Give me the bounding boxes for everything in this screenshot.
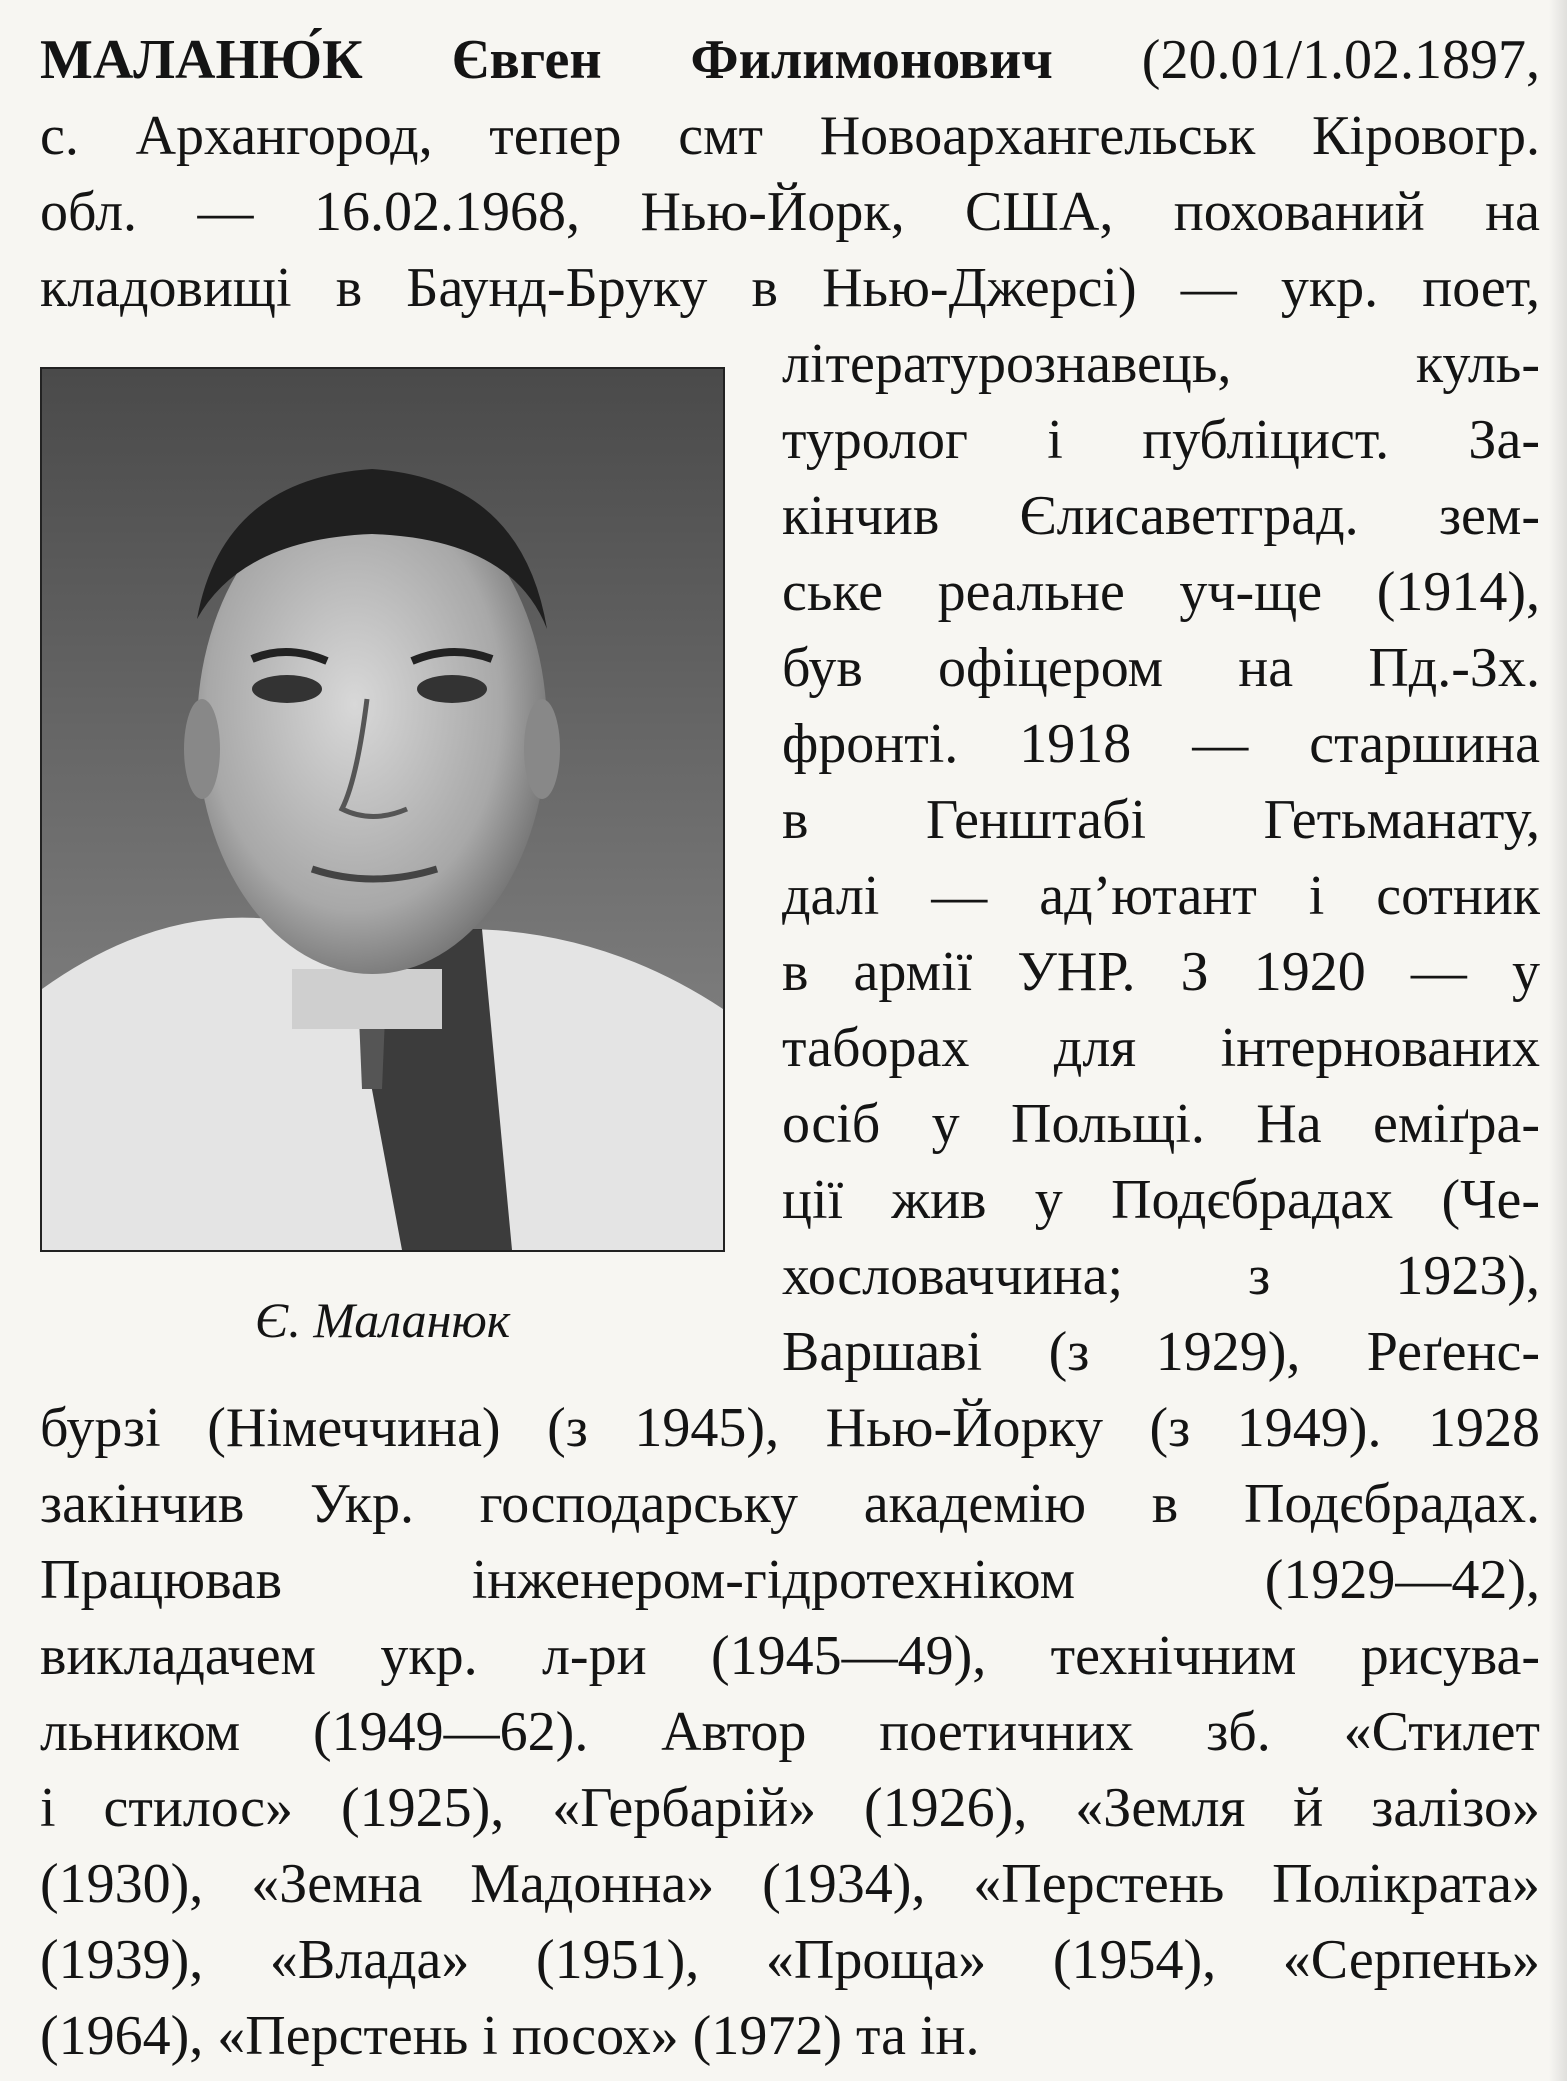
article-line: бурзі (Німеччина) (з 1945), Нью-Йорку (з 1949). 1928 — [40, 1397, 1540, 1459]
article-line: Працював інженером-гідротехніком (1929—42), — [40, 1549, 1540, 1611]
portrait-image — [42, 369, 723, 1250]
article-line: в армії УНР. З 1920 — у — [782, 941, 1540, 1003]
article-line: (1939), «Влада» (1951), «Проща» (1954), «Серпень» — [40, 1929, 1540, 1991]
article-line: (1930), «Земна Мадонна» (1934), «Перстень Полікрата» — [40, 1853, 1540, 1915]
article-line: літературознавець, куль- — [782, 333, 1540, 395]
article-line: Варшаві (з 1929), Реґенс- — [782, 1321, 1540, 1383]
encyclopedia-page — [40, 22, 1541, 2067]
article-line: далі — ад’ютант і сотник — [782, 865, 1540, 927]
article-line: кінчив Єлисаветград. зем- — [782, 485, 1540, 547]
article-line: і стилос» (1925), «Гербарій» (1926), «Земля й залізо» — [40, 1777, 1540, 1839]
article-line: ції жив у Подєбрадах (Че- — [782, 1169, 1540, 1231]
page-edge-shadow — [1549, 0, 1567, 2081]
article-line: обл. — 16.02.1968, Нью-Йорк, США, похований на — [40, 181, 1540, 243]
article-line: осіб у Польщі. На еміґра- — [782, 1093, 1540, 1155]
article-line: с. Архангород, тепер смт Новоархангельськ Кіровогр. — [40, 105, 1540, 167]
article-line: фронті. 1918 — старшина — [782, 713, 1540, 775]
article-headword: МАЛАНЮ́К Євген Филимонович — [40, 29, 1053, 91]
article-line — [40, 22, 1540, 98]
article-line: був офіцером на Пд.-Зх. — [782, 637, 1540, 699]
article-line: льником (1949—62). Автор поетичних зб. «Стилет — [40, 1701, 1540, 1763]
article-line: туролог і публіцист. За- — [782, 409, 1540, 471]
article-dates: (20.01/1.02.1897, — [1141, 29, 1541, 91]
article-line: (1964), «Перстень і посох» (1972) та ін. — [40, 2005, 980, 2067]
article-line: закінчив Укр. господарську академію в Подєбрадах. — [40, 1473, 1540, 1535]
article-line: ське реальне уч-ще (1914), — [782, 561, 1540, 623]
article-line: викладачем укр. л-ри (1945—49), технічним рисува- — [40, 1625, 1540, 1687]
photo-caption: Є. Маланюк — [254, 1292, 511, 1348]
article-line: таборах для інтернованих — [782, 1017, 1540, 1079]
portrait-photo — [40, 367, 725, 1252]
article-line: кладовищі в Баунд-Бруку в Нью-Джерсі) — укр. поет, — [40, 257, 1540, 319]
article-line: в Генштабі Гетьманату, — [782, 789, 1540, 851]
article-line: хословаччина; з 1923), — [782, 1245, 1540, 1307]
